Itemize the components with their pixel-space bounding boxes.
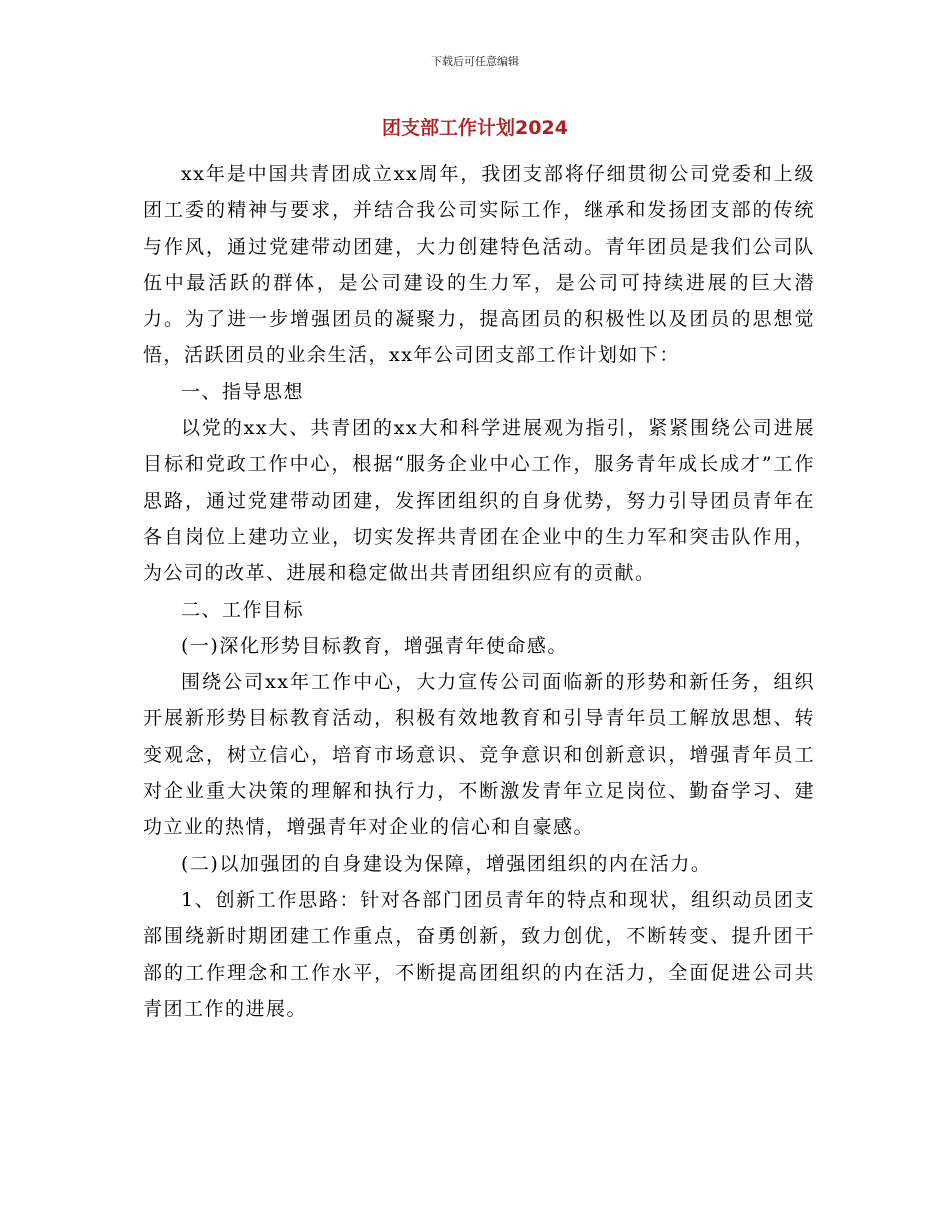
header-note: 下载后可任意编辑 bbox=[431, 55, 519, 68]
paragraph-intro: xx年是中国共青团成立xx周年，我团支部将仔细贯彻公司党委和上级团工委的精神与要求，并结合我公司实际工作，继承和发扬团支部的传统与作风，通过党建带动团建，大力创建特色活动。青年团员是我们公司队伍中最活跃的群体，是公司建设的生力军，是公司可持续进展的巨大潜力。为了进一步增强团员的凝聚力，提高团员的积极性以及团员的思想觉悟，活跃团员的业余生活，xx年公司团支部工作计划如下： bbox=[143, 163, 815, 367]
paragraph-goal-1: 围绕公司xx年工作中心，大力宣传公司面临新的形势和新任务，组织开展新形势目标教育活动，积极有效地教育和引导青年员工解放思想、转变观念，树立信心，培育市场意识、竞争意识和创新意识，增强青年员工对企业重大决策的理解和执行力，不断激发青年立足岗位、勤奋学习、建功立业的热情，增强青年对企业的信心和自豪感。 bbox=[143, 671, 815, 839]
paragraph-guiding-ideology: 以党的xx大、共青团的xx大和科学进展观为指引，紧紧围绕公司进展目标和党政工作中心，根据“服务企业中心工作，服务青年成长成才”工作思路，通过党建带动团建，发挥团组织的自身优势，努力引导团员青年在各自岗位上建功立业，切实发挥共青团在企业中的生力军和突击队作用，为公司的改革、进展和稳定做出共青团组织应有的贡献。 bbox=[143, 417, 815, 585]
document-body bbox=[143, 156, 815, 1027]
heading-work-goals: 二、工作目标 bbox=[181, 598, 305, 621]
document-title: 团支部工作计划2024 bbox=[382, 117, 568, 139]
subheading-goal-2: (二)以加强团的自身建设为保障，增强团组织的内在活力。 bbox=[181, 852, 712, 875]
paragraph-innovation: 1、创新工作思路：针对各部门团员青年的特点和现状，组织动员团支部围绕新时期团建工作重点，奋勇创新，致力创优，不断转变、提升团干部的工作理念和工作水平，不断提高团组织的内在活力，全面促进公司共青团工作的进展。 bbox=[143, 888, 815, 1020]
heading-guiding-ideology: 一、指导思想 bbox=[181, 380, 305, 403]
subheading-goal-1: (一)深化形势目标教育，增强青年使命感。 bbox=[181, 634, 568, 657]
